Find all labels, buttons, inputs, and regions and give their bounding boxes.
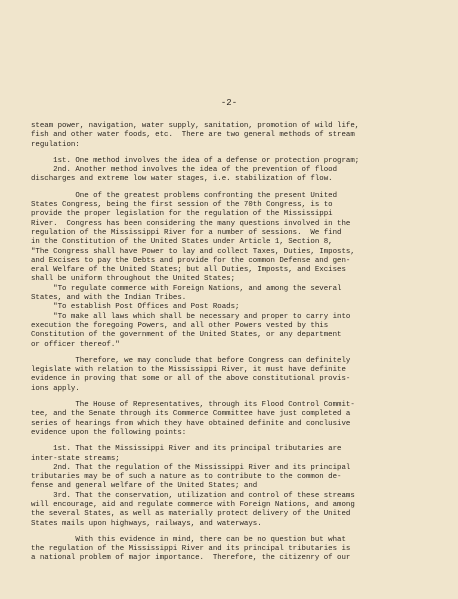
paragraph <box>31 536 444 564</box>
text-line: One of the greatest problems confronting the present United <box>31 191 338 200</box>
text-line: the several States, as well as materially protect delivery of the United <box>31 510 351 519</box>
paragraph <box>31 122 444 150</box>
text-line: 1st. One method involves the idea of a defense or protection program; <box>31 156 360 165</box>
text-line: Constitution of the government of the United States, or any department <box>31 331 342 340</box>
paragraph-gap <box>31 350 444 357</box>
text-line: River. Congress has been considering the many questions involved in the <box>31 219 351 228</box>
text-line: 1st. That the Mississippi River and its principal tributaries are <box>31 445 342 454</box>
text-line: eral Welfare of the United States; but all Duties, Imposts, and Excises <box>31 266 346 275</box>
text-line: ions apply. <box>31 384 80 393</box>
paragraph <box>31 157 444 185</box>
text-line: "To make all laws which shall be necessary and proper to carry into <box>31 312 351 321</box>
text-line: will encourage, aid and regulate commerce with Foreign Nations, and among <box>31 500 355 509</box>
text-line: "To establish Post Offices and Post Roads; <box>31 303 240 312</box>
paragraph-gap <box>31 438 444 445</box>
text-line: 3rd. That the conservation, utilization and control of these streams <box>31 491 355 500</box>
text-line: "The Congress shall have Power to lay and collect Taxes, Duties, Imposts, <box>31 247 355 256</box>
text-line: fense and general welfare of the United States; and <box>31 482 258 491</box>
text-line: States mails upon highways, railways, and waterways. <box>31 519 262 528</box>
page-number: -2- <box>220 98 238 108</box>
text-line: With this evidence in mind, there can be no question but what <box>31 535 346 544</box>
paragraph <box>31 192 444 350</box>
text-line: Therefore, we may conclude that before Congress can definitely <box>31 356 351 365</box>
paragraph-gap <box>31 150 444 157</box>
text-line: The House of Representatives, through its Flood Control Commit- <box>31 401 355 410</box>
text-line: a national problem of major importance. Therefore, the citizenry of our <box>31 554 351 563</box>
text-line: 2nd. That the regulation of the Mississippi River and its principal <box>31 463 351 472</box>
text-line: provide the proper legislation for the regulation of the Mississippi <box>31 210 333 219</box>
paragraph-gap <box>31 185 444 192</box>
text-line: and Excises to pay the Debts and provide for the common Defense and gen- <box>31 256 351 265</box>
paragraph <box>31 401 444 438</box>
text-line: 2nd. Another method involves the idea of the prevention of flood <box>31 166 338 175</box>
text-line: fish and other water foods, etc. There are two general methods of stream <box>31 131 355 140</box>
text-line: in the Constitution of the United States under Article 1, Section 8, <box>31 238 333 247</box>
text-line: States, and with the Indian Tribes. <box>31 294 187 303</box>
text-line: or officer thereof." <box>31 340 120 349</box>
paragraph <box>31 445 444 529</box>
text-line: evidence in proving that some or all of the above constitutional provis- <box>31 375 351 384</box>
text-line: "To regulate commerce with Foreign Nations, and among the several <box>31 284 342 293</box>
text-line: tee, and the Senate through its Commerce Committee have just completed a <box>31 410 351 419</box>
text-line: regulation: <box>31 140 80 149</box>
paragraph-gap <box>31 529 444 536</box>
text-line: inter-state streams; <box>31 454 120 463</box>
paragraph-gap <box>31 394 444 401</box>
text-line: shall be uniform throughout the United States; <box>31 275 236 284</box>
text-line: discharges and extreme low water stages, i.e. stabilization of flow. <box>31 175 333 184</box>
paragraph <box>31 357 444 394</box>
text-line: steam power, navigation, water supply, sanitation, promotion of wild life, <box>31 122 360 130</box>
text-line: legislate with relation to the Mississippi River, it must have definite <box>31 366 346 375</box>
text-line: States Congress, being the first session of the 70th Congress, is to <box>31 201 333 210</box>
text-line: execution the foregoing Powers, and all other Powers vested by this <box>31 321 329 330</box>
text-line: regulation of the Mississippi River for a number of sessions. We find <box>31 228 342 237</box>
text-line: evidence upon the following points: <box>31 428 187 437</box>
text-line: the regulation of the Mississippi River and its principal tributaries is <box>31 545 351 554</box>
text-line: tributaries may be of such a nature as to contribute to the common de- <box>31 473 342 482</box>
document-body <box>31 122 444 564</box>
text-line: series of hearings from which they have obtained definite and conclusive <box>31 419 351 428</box>
